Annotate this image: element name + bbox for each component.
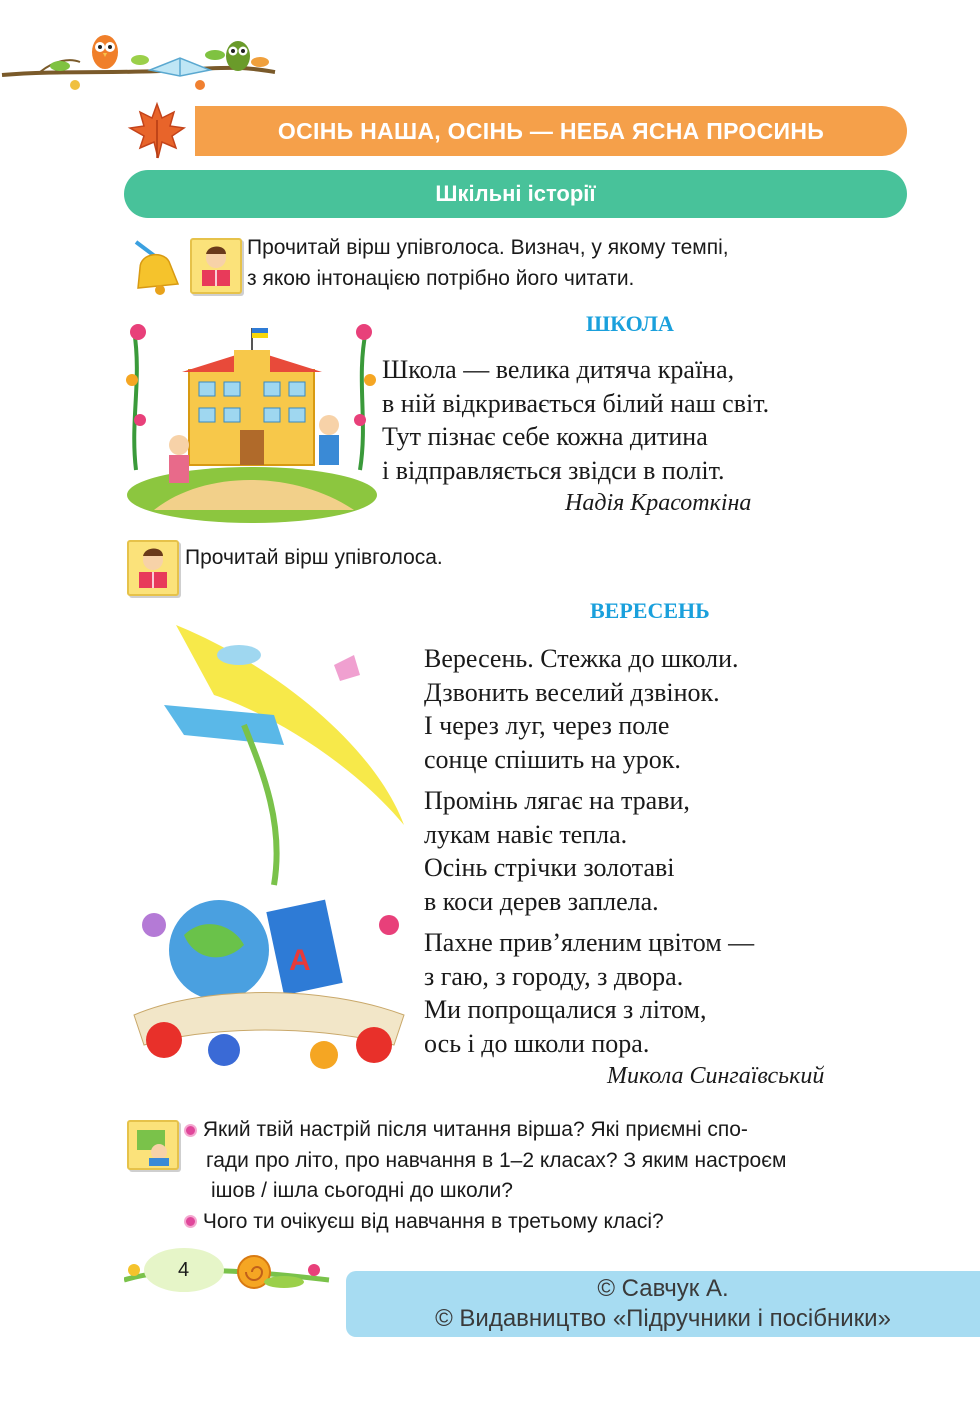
chapter-title-banner [195, 106, 907, 156]
task2-instruction: Прочитай вірш упівголоса. [185, 546, 443, 569]
reading-child-icon [127, 540, 179, 596]
poem2-line: Осінь стрічки золотаві [424, 853, 675, 882]
poem2-line: Промінь лягає на трави, [424, 786, 690, 815]
poem2-line: з гаю, з городу, з двора. [424, 961, 684, 991]
discussion-icon [127, 1120, 179, 1170]
chapter-title: ОСІНЬ НАША, ОСІНЬ — НЕБА ЯСНА ПРОСИНЬ [277, 117, 825, 144]
poem2-line: сонце спішить на урок. [424, 744, 681, 774]
questions-block [184, 1115, 786, 1237]
poem2-line: в коси дерев заплела. [424, 886, 659, 916]
question-1-line1: Який твій настрій після читання вірша? Які приємні спо- [202, 1118, 748, 1141]
task1-line1: Прочитай вірш упівголоса. Визнач, у якому темпі, [247, 236, 729, 259]
section-title: Шкільні історії [435, 181, 596, 206]
poem2-line: Дзвонить веселий дзвінок. [424, 677, 720, 707]
maple-leaf-icon [124, 100, 190, 162]
copyright-publisher: © Видавництво «Підручники і посібники» [435, 1305, 891, 1332]
snail-flowers-decoration [124, 1240, 334, 1300]
pink-bullet-icon [184, 1215, 197, 1228]
poem2-line: Вересень. Стежка до школи. [424, 644, 739, 673]
question-2 [184, 1207, 786, 1238]
question-1-line3: ішов / ішла сьогодні до школи? [211, 1179, 513, 1202]
task1-instruction [247, 232, 729, 294]
poem2-stanza [424, 784, 754, 918]
section-title-banner [124, 170, 907, 218]
poem2-author: Микола Сингаївський [607, 1063, 825, 1089]
discussion-drawing [129, 1122, 177, 1168]
poem1-line: Школа — велика дитяча країна, [382, 355, 735, 384]
poem1-line: і відправляється звідси в політ. [382, 455, 725, 485]
reading-child-icon [190, 238, 242, 294]
poem1-title: ШКОЛА [586, 311, 674, 336]
page-number: 4 [178, 1259, 190, 1281]
reading-child-drawing [129, 542, 177, 594]
poem1-line: в ній відкривається білий наш світ. [382, 388, 770, 418]
task1-line2: з якою інтонацією потрібно його читати. [247, 267, 635, 290]
poem1-line: Тут пізнає себе кожна дитина [382, 422, 708, 451]
copyright-footer [346, 1271, 980, 1337]
poem1-author: Надія Красоткіна [565, 490, 752, 516]
bell-icon [126, 232, 188, 298]
poem2-text [424, 642, 754, 1068]
copyright-author: © Савчук А. [597, 1275, 729, 1302]
poem1-text [382, 353, 769, 487]
poem2-line: І через луг, через поле [424, 711, 670, 740]
poem2-stanza [424, 926, 754, 1060]
poem2-line: Ми попрощалися з літом, [424, 995, 707, 1024]
school-supplies-illustration [124, 625, 414, 1085]
svg-text:A: A [289, 944, 311, 977]
poem2-title: ВЕРЕСЕНЬ [590, 598, 710, 623]
reading-child-drawing [192, 240, 240, 292]
school-illustration [124, 320, 380, 525]
question-1-line2: гади про літо, про навчання в 1–2 класах? З яким настроєм [206, 1148, 787, 1172]
question-2-text: Чого ти очікуєш від навчання в третьому класі? [202, 1209, 664, 1233]
poem2-line: лукам навіє тепла. [424, 819, 628, 849]
poem2-line: Пахне прив’яленим цвітом — [424, 928, 755, 957]
poem2-stanza [424, 642, 754, 776]
poem2-line: ось і до школи пора. [424, 1028, 650, 1058]
question-1 [184, 1115, 786, 1146]
branch-owls-illustration [0, 30, 280, 105]
pink-bullet-icon [184, 1124, 197, 1137]
